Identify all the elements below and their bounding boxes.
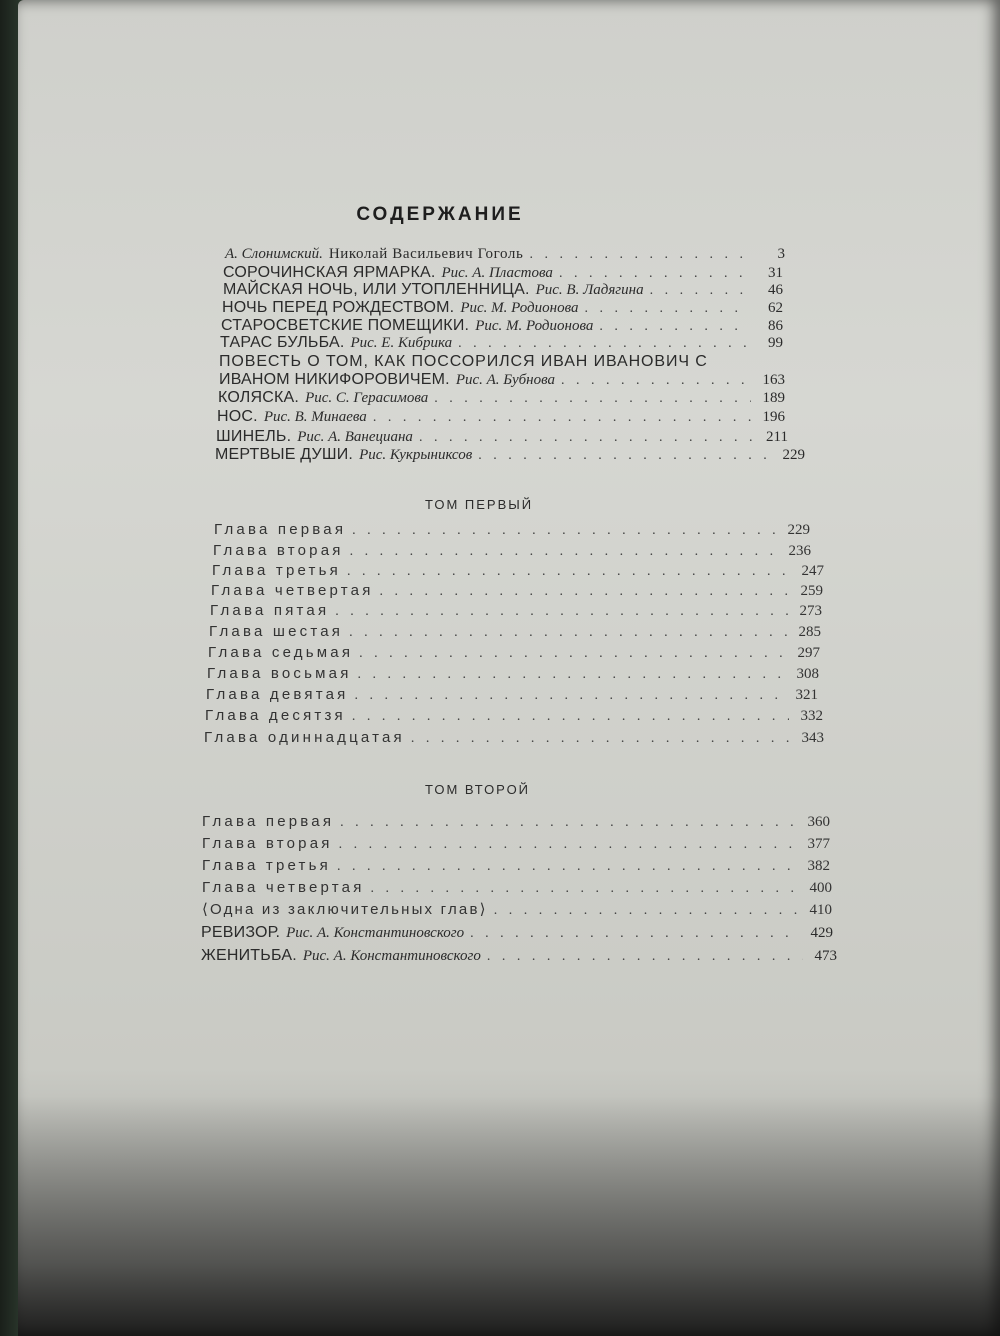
entry-title: МАЙСКАЯ НОЧЬ, ИЛИ УТОПЛЕННИЦА. bbox=[223, 281, 530, 298]
chapter-title: Глава шестая bbox=[209, 623, 344, 640]
entry-title: МЕРТВЫЕ ДУШИ. bbox=[215, 446, 354, 463]
chapter-page: 400 bbox=[809, 880, 832, 896]
chapter-title: ⟨Одна из заключительных глав⟩ bbox=[202, 901, 488, 918]
chapter-row bbox=[202, 878, 832, 899]
chapter-row bbox=[204, 728, 824, 749]
leader-dots bbox=[373, 408, 751, 428]
chapter-title: Глава третья bbox=[202, 857, 331, 874]
chapter-row bbox=[202, 812, 830, 833]
chapter-row bbox=[206, 685, 818, 706]
entry-page: 31 bbox=[768, 265, 783, 281]
chapter-row bbox=[214, 520, 810, 541]
chapter-row bbox=[207, 664, 819, 685]
toc-heading: СОДЕРЖАНИЕ bbox=[356, 204, 524, 225]
leader-dots bbox=[339, 835, 796, 855]
toc-entry bbox=[220, 333, 783, 354]
chapter-page: 382 bbox=[807, 858, 830, 874]
entry-illustrator: Рис. А. Бубнова bbox=[455, 372, 556, 388]
entry-illustrator: Рис. В. Ладягина bbox=[535, 282, 644, 298]
entry-illustrator: Рис. Е. Кибрика bbox=[350, 335, 453, 351]
chapter-title: Глава первая bbox=[214, 521, 347, 538]
entry-page: 229 bbox=[782, 447, 805, 463]
leader-dots bbox=[335, 602, 788, 622]
toc-entry bbox=[217, 407, 785, 428]
chapter-title: Глава девятая bbox=[206, 686, 349, 703]
entry-page: 189 bbox=[762, 390, 785, 406]
chapter-row bbox=[202, 900, 832, 921]
entry-title: ЖЕНИТЬБА. bbox=[201, 947, 297, 964]
entry-illustrator: Рис. М. Родионова bbox=[475, 318, 594, 334]
entry-title: СТАРОСВЕТСКИЕ ПОМЕЩИКИ. bbox=[221, 317, 470, 334]
leader-dots bbox=[371, 879, 798, 899]
chapter-page: 321 bbox=[795, 687, 818, 703]
leader-dots bbox=[358, 665, 785, 685]
leader-dots bbox=[349, 623, 787, 643]
toc-entry bbox=[225, 244, 785, 265]
chapter-row bbox=[210, 601, 822, 622]
entry-title: НОЧЬ ПЕРЕД РОЖДЕСТВОМ. bbox=[222, 299, 455, 316]
chapter-title: Глава пятая bbox=[210, 602, 330, 619]
leader-dots bbox=[434, 389, 751, 409]
entry-page: 163 bbox=[762, 372, 785, 388]
chapter-title: Глава одиннадцатая bbox=[204, 729, 405, 746]
leader-dots bbox=[487, 947, 803, 967]
chapter-row bbox=[212, 561, 824, 582]
chapter-page: 297 bbox=[797, 645, 820, 661]
entry-page: 46 bbox=[768, 282, 783, 298]
leader-dots bbox=[350, 542, 777, 562]
leader-dots bbox=[359, 644, 786, 664]
chapter-page: 360 bbox=[807, 814, 830, 830]
chapter-page: 273 bbox=[799, 603, 822, 619]
chapter-row bbox=[202, 856, 830, 877]
entry-page: 99 bbox=[768, 335, 783, 351]
leader-dots bbox=[352, 707, 789, 727]
entry-author: А. Слонимский. bbox=[225, 246, 323, 262]
chapter-title: Глава четвертая bbox=[211, 582, 374, 599]
entry-illustrator: Рис. М. Родионова bbox=[460, 300, 579, 316]
entry-page: 429 bbox=[810, 925, 833, 941]
chapter-page: 332 bbox=[800, 708, 823, 724]
entry-title: НОС. bbox=[217, 408, 258, 425]
chapter-page: 343 bbox=[801, 730, 824, 746]
chapter-title: Глава седьмая bbox=[208, 644, 354, 661]
chapter-row bbox=[211, 581, 823, 602]
volume-one-heading: ТОМ ПЕРВЫЙ bbox=[425, 497, 534, 512]
entry-page: 211 bbox=[766, 429, 788, 445]
chapter-page: 410 bbox=[809, 902, 832, 918]
toc-entry bbox=[201, 923, 833, 944]
leader-dots bbox=[411, 729, 790, 749]
entry-page: 3 bbox=[777, 246, 785, 262]
entry-title: СОРОЧИНСКАЯ ЯРМАРКА. bbox=[223, 264, 436, 281]
leader-dots bbox=[529, 245, 751, 265]
leader-dots bbox=[494, 901, 798, 921]
entry-title: ИВАНОМ НИКИФОРОВИЧЕМ. bbox=[219, 371, 450, 388]
chapter-title: Глава вторая bbox=[213, 542, 344, 559]
chapter-row bbox=[202, 834, 830, 855]
chapter-page: 308 bbox=[796, 666, 819, 682]
leader-dots bbox=[352, 521, 776, 541]
chapter-row bbox=[213, 541, 811, 562]
chapter-title: Глава восьмая bbox=[207, 665, 352, 682]
chapter-page: 247 bbox=[801, 563, 824, 579]
volume-two-heading: ТОМ ВТОРОЙ bbox=[425, 782, 531, 797]
entry-page: 473 bbox=[814, 948, 837, 964]
chapter-title: Глава десятзя bbox=[205, 707, 346, 724]
entry-title: ТАРАС БУЛЬБА. bbox=[220, 334, 345, 351]
chapter-page: 377 bbox=[807, 836, 830, 852]
leader-dots bbox=[380, 582, 789, 602]
entry-page: 62 bbox=[768, 300, 783, 316]
chapter-title: Глава первая bbox=[202, 813, 335, 830]
entry-page: 86 bbox=[768, 318, 783, 334]
chapter-title: Глава третья bbox=[212, 562, 341, 579]
entry-illustrator: Рис. С. Герасимова bbox=[305, 390, 429, 406]
toc-entry bbox=[215, 445, 805, 466]
toc-entry bbox=[218, 388, 785, 409]
leader-dots bbox=[340, 813, 796, 833]
chapter-row bbox=[205, 706, 823, 727]
entry-title: ШИНЕЛЬ. bbox=[216, 428, 292, 445]
chapter-page: 259 bbox=[800, 583, 823, 599]
chapter-page: 236 bbox=[788, 543, 811, 559]
entry-illustrator: Рис. Кукрыниксов bbox=[359, 447, 473, 463]
entry-illustrator: Рис. А. Константиновского bbox=[286, 925, 465, 941]
leader-dots bbox=[478, 446, 771, 466]
entry-illustrator: Рис. А. Ванециана bbox=[297, 429, 413, 445]
toc-entry-line1 bbox=[219, 352, 779, 372]
chapter-row bbox=[208, 643, 820, 664]
chapter-title: Глава четвертая bbox=[202, 879, 365, 896]
chapter-page: 285 bbox=[798, 624, 821, 640]
entry-illustrator: Рис. А. Константиновского bbox=[302, 948, 481, 964]
entry-page: 196 bbox=[762, 409, 785, 425]
entry-illustrator: Рис. А. Пластова bbox=[441, 265, 553, 281]
chapter-title: Глава вторая bbox=[202, 835, 333, 852]
leader-dots bbox=[354, 686, 784, 706]
leader-dots bbox=[458, 334, 749, 354]
chapter-page: 229 bbox=[787, 522, 810, 538]
leader-dots bbox=[337, 857, 796, 877]
entry-illustrator: Рис. В. Минаева bbox=[263, 409, 367, 425]
chapter-row bbox=[209, 622, 821, 643]
entry-title: РЕВИЗОР. bbox=[201, 924, 281, 941]
toc-entry bbox=[201, 946, 837, 967]
entry-title-line1: ПОВЕСТЬ О ТОМ, КАК ПОССОРИЛСЯ ИВАН ИВАНОВИЧ С bbox=[219, 353, 708, 370]
leader-dots bbox=[470, 924, 799, 944]
leader-dots bbox=[347, 562, 790, 582]
entry-title: Николай Васильевич Гоголь bbox=[328, 246, 524, 262]
entry-title: КОЛЯСКА. bbox=[218, 389, 300, 406]
